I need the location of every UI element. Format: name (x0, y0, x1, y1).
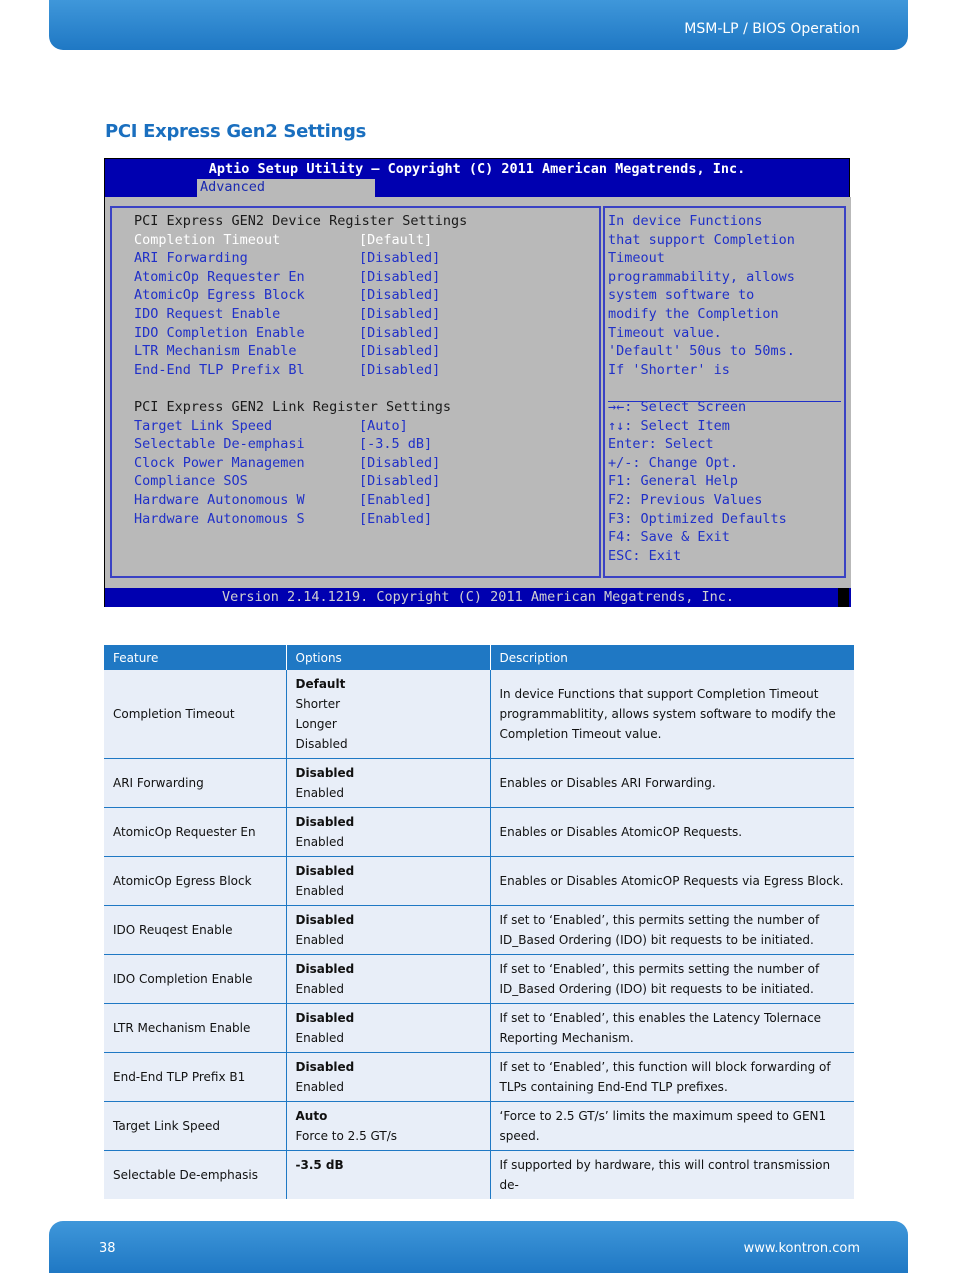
option-value: Disabled (295, 737, 348, 751)
bios-key-help-line: ↑↓: Select Item (608, 417, 730, 434)
bios-screenshot (104, 158, 850, 607)
table-header-row (104, 645, 854, 670)
bios-help-line: system software to (608, 287, 755, 304)
bios-setting-value: [Disabled] (359, 268, 441, 285)
page-footer-bar (49, 1221, 908, 1273)
description-cell: Enables or Disables AtomicOP Requests. (490, 808, 854, 857)
bios-setting-label: End-End TLP Prefix Bl (134, 361, 305, 378)
bios-setting-value: [Disabled] (359, 454, 441, 471)
options-cell (286, 1053, 490, 1102)
table-row (104, 1102, 854, 1151)
option-value: Enabled (295, 1031, 344, 1045)
header-feature: Feature (104, 645, 286, 670)
description-cell: In device Functions that support Completion Timeout programmablitity, allows system software to modify the Completion Timeout value. (490, 670, 854, 759)
bios-setting-label: Hardware Autonomous S (134, 510, 305, 527)
table-row (104, 759, 854, 808)
page-number: 38 (99, 1241, 116, 1256)
feature-cell: End-End TLP Prefix B1 (104, 1053, 286, 1102)
options-cell (286, 906, 490, 955)
bios-setting-label: Compliance SOS (134, 473, 248, 490)
bios-help-line: Timeout (608, 250, 665, 267)
bios-setting-label: Hardware Autonomous W (134, 492, 305, 508)
bios-setting-label: AtomicOp Egress Block (134, 287, 305, 304)
bios-key-help-line: ESC: Exit (608, 547, 682, 564)
description-cell: If set to ‘Enabled’, this permits setting the number of ID_Based Ordering (IDO) bit requests to be initiated. (490, 906, 854, 955)
bios-setting-value: [Enabled] (359, 510, 433, 527)
option-value: Disabled (295, 864, 355, 878)
bios-help-line: that support Completion (608, 231, 795, 248)
options-cell (286, 670, 490, 759)
option-value: Shorter (295, 697, 341, 711)
bios-key-help-line: F4: Save & Exit (608, 529, 730, 546)
feature-cell: Completion Timeout (104, 670, 286, 759)
options-cell (286, 1102, 490, 1151)
option-value: Disabled (295, 913, 355, 927)
bios-body (105, 197, 851, 588)
feature-cell: LTR Mechanism Enable (104, 1004, 286, 1053)
bios-key-help-line: Enter: Select (608, 436, 714, 453)
bios-key-help-line: F2: Previous Values (608, 492, 763, 508)
table-row (104, 1004, 854, 1053)
table-row (104, 906, 854, 955)
feature-cell: Target Link Speed (104, 1102, 286, 1151)
table-row (104, 857, 854, 906)
description-cell: If supported by hardware, this will control transmission de- (490, 1151, 854, 1200)
option-value: Enabled (295, 884, 344, 898)
table-row (104, 808, 854, 857)
bios-setting-label: ARI Forwarding (134, 250, 248, 267)
feature-cell: IDO Completion Enable (104, 955, 286, 1004)
option-value: Enabled (295, 982, 344, 996)
footer-url: www.kontron.com (743, 1241, 860, 1256)
bios-device-header: PCI Express GEN2 Device Register Settings (134, 213, 468, 229)
option-value: Default (295, 677, 346, 691)
page-header-bar (49, 0, 908, 50)
bios-footer-edge (838, 588, 849, 607)
bios-key-help-line: +/-: Change Opt. (608, 454, 739, 471)
bios-help-line: 'Default' 50us to 50ms. (608, 343, 795, 360)
options-cell (286, 1004, 490, 1053)
description-cell: If set to ‘Enabled’, this permits setting the number of ID_Based Ordering (IDO) bit requests to be initiated. (490, 955, 854, 1004)
feature-cell: ARI Forwarding (104, 759, 286, 808)
bios-title: Aptio Setup Utility – Copyright (C) 2011 American Megatrends, Inc. (208, 161, 746, 177)
feature-cell: AtomicOp Requester En (104, 808, 286, 857)
options-cell (286, 808, 490, 857)
bios-key-help-line: F3: Optimized Defaults (608, 510, 787, 527)
description-cell: Enables or Disables AtomicOP Requests via Egress Block. (490, 857, 854, 906)
option-value: Disabled (295, 766, 355, 780)
bios-help-line: programmability, allows (608, 268, 795, 285)
description-cell: If set to ‘Enabled’, this enables the Latency Tolernace Reporting Mechanism. (490, 1004, 854, 1053)
description-cell: Enables or Disables ARI Forwarding. (490, 759, 854, 808)
bios-setting-value: [Disabled] (359, 306, 441, 322)
bios-help-line: If 'Shorter' is (608, 361, 730, 378)
bios-key-help-line: →←: Select Screen (608, 399, 747, 415)
bios-help-line: Timeout value. (608, 324, 722, 341)
option-value: Enabled (295, 1080, 344, 1094)
option-value: Auto (295, 1109, 328, 1123)
option-value: Longer (295, 717, 337, 731)
option-value: Enabled (295, 786, 344, 800)
bios-setting-value: [Disabled] (359, 287, 441, 304)
description-cell: If set to ‘Enabled’, this function will block forwarding of TLPs containing End-End TLP prefixes. (490, 1053, 854, 1102)
bios-key-help-line: F1: General Help (608, 473, 739, 490)
bios-setting-value: [Enabled] (359, 492, 433, 508)
bios-setting-value: [Disabled] (359, 343, 441, 360)
option-value: Disabled (295, 1060, 355, 1074)
header-description: Description (490, 645, 854, 670)
feature-cell: Selectable De-emphasis (104, 1151, 286, 1200)
bios-tab-advanced: Advanced (197, 179, 375, 197)
feature-cell: AtomicOp Egress Block (104, 857, 286, 906)
description-cell: ‘Force to 2.5 GT/s’ limits the maximum speed to GEN1 speed. (490, 1102, 854, 1151)
bios-setting-label: IDO Completion Enable (134, 324, 305, 341)
bios-setting-value: [-3.5 dB] (359, 436, 433, 453)
option-value: Force to 2.5 GT/s (295, 1129, 398, 1143)
settings-table (104, 645, 854, 1199)
bios-help-line: modify the Completion (608, 306, 779, 322)
bios-setting-value: [Default] (359, 231, 433, 248)
bios-help-panel (603, 206, 846, 578)
options-cell (286, 955, 490, 1004)
table-row (104, 670, 854, 759)
option-value: Disabled (295, 815, 355, 829)
bios-setting-value: [Auto] (359, 417, 408, 434)
table-row (104, 1053, 854, 1102)
header-title: MSM-LP / BIOS Operation (684, 21, 860, 37)
header-options: Options (286, 645, 490, 670)
bios-setting-label: IDO Request Enable (134, 306, 281, 322)
bios-setting-label: Clock Power Managemen (134, 454, 305, 471)
bios-link-header: PCI Express GEN2 Link Register Settings (134, 399, 451, 415)
bios-help-line: In device Functions (608, 213, 763, 229)
table-row (104, 1151, 854, 1200)
bios-setting-value: [Disabled] (359, 473, 441, 490)
section-title: PCI Express Gen2 Settings (105, 121, 366, 142)
bios-setting-value: [Disabled] (359, 324, 441, 341)
options-cell (286, 1151, 490, 1200)
table-row (104, 955, 854, 1004)
bios-footer: Version 2.14.1219. Copyright (C) 2011 American Megatrends, Inc. (105, 588, 851, 607)
option-value: Disabled (295, 1011, 355, 1025)
options-cell (286, 857, 490, 906)
bios-setting-label: AtomicOp Requester En (134, 268, 305, 285)
option-value: -3.5 dB (295, 1158, 344, 1172)
bios-setting-label: Target Link Speed (134, 417, 273, 434)
bios-setting-label: LTR Mechanism Enable (134, 343, 297, 360)
option-value: Disabled (295, 962, 355, 976)
option-value: Enabled (295, 933, 344, 947)
bios-setting-value: [Disabled] (359, 250, 441, 267)
bios-setting-value: [Disabled] (359, 361, 441, 378)
bios-settings-panel (110, 206, 601, 578)
option-value: Enabled (295, 835, 344, 849)
options-cell (286, 759, 490, 808)
bios-setting-label: Selectable De-emphasi (134, 436, 305, 453)
feature-cell: IDO Reuqest Enable (104, 906, 286, 955)
bios-setting-label: Completion Timeout (134, 231, 281, 248)
